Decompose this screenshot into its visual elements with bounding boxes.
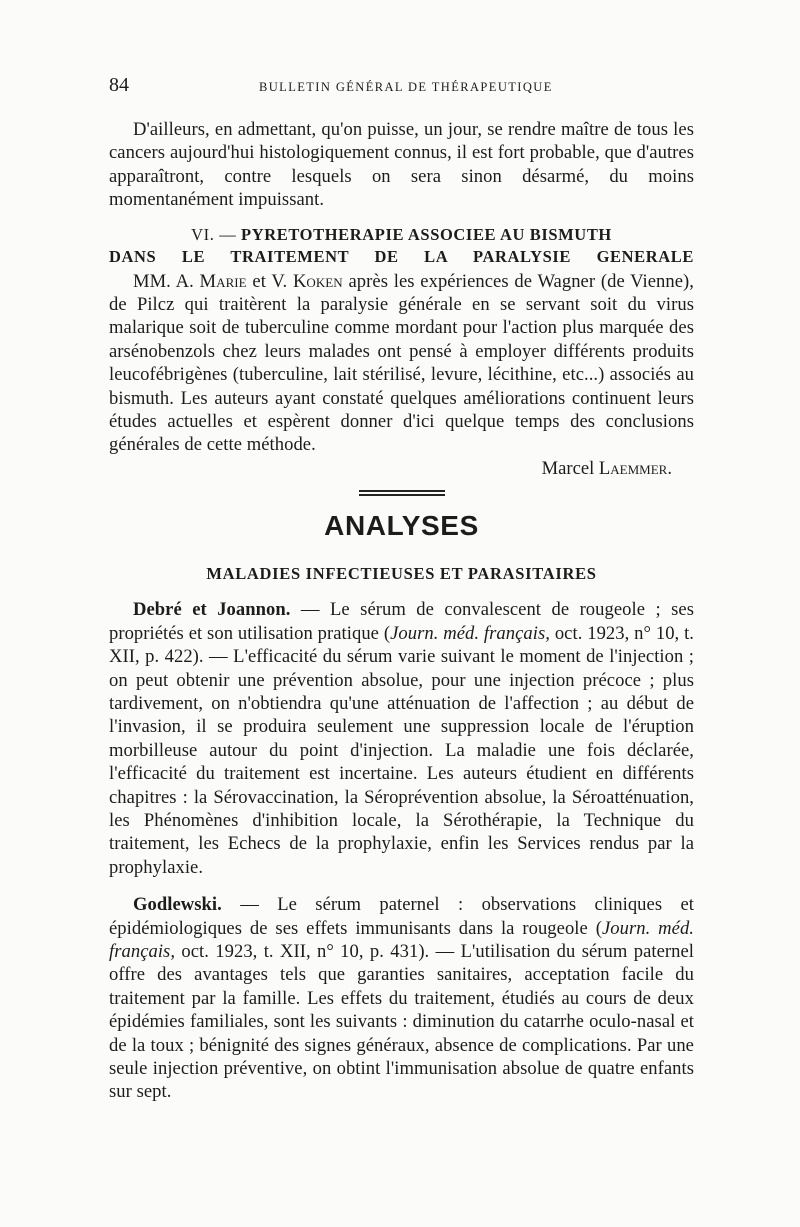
section-title-line1: PYRETOTHERAPIE ASSOCIEE AU BISMUTH	[241, 224, 612, 244]
entry1-text-a: — Le sérum de convalescent de rougeole ; ses propriétés et son utilisation pratique (	[109, 599, 694, 644]
entry1-journal: Journ. méd. français,	[390, 622, 550, 644]
author-koken: Koken	[292, 270, 343, 292]
analyses-heading: ANALYSES	[324, 510, 479, 542]
signature	[109, 457, 694, 480]
entry2-journal: Journ. méd. français,	[109, 917, 694, 962]
running-head	[109, 74, 694, 102]
entry-debre-joannon	[109, 598, 694, 879]
entry2-authors: Godlewski.	[133, 894, 222, 916]
signature-last: Laemmer.	[598, 457, 672, 479]
entry-godlewski	[109, 893, 694, 1104]
section-title-line2: DANS LE TRAITEMENT DE LA PARALYSIE GENERALE	[109, 246, 694, 266]
section-lead: MM. A.	[133, 270, 200, 292]
author-marie: Marie	[199, 270, 247, 292]
signature-first: Marcel	[541, 457, 599, 479]
journal-title: BULLETIN GÉNÉRAL DE THÉRAPEUTIQUE	[259, 80, 553, 94]
section-number: VI. —	[191, 224, 237, 244]
page-number: 84	[109, 74, 129, 96]
intro-paragraph: D'ailleurs, en admettant, qu'on puisse, un jour, se rendre maître de tous les cancers aujourd'hui histologiquement connus, il est fort probable, que d'autres apparaîtront, contre lesquels on sera sinon désarmé, du moins momentanément impuissant.	[109, 119, 694, 211]
section-vi-heading	[109, 224, 694, 268]
section-body: après les expériences de Wagner (de Vienne), de Pilcz qui traitèrent la paralysie générale en se servant soit du virus malarique soit de tuberculine comme mordant pour l'action plus marquée des arsénobenzols chez leurs malades ont pensé à employer différents produits leucofébrigènes (tuberculine, lait stérilisé, levure, lécithine, etc...) associés au bismuth. Les auteurs ayant constaté quelques améliorations continuent leurs études actuelles et espèrent donner d'ici quelque temps des conclusions générales de cette méthode.	[109, 270, 694, 456]
double-rule-divider	[359, 490, 445, 496]
section-and: et V.	[246, 270, 293, 292]
entry2-text-a: — Le sérum paternel : observations cliniques et épidémiologiques de ses effets immunisants dans la rougeole (	[109, 894, 694, 939]
entry1-authors: Debré et Joannon.	[133, 599, 291, 621]
section-vi-paragraph	[109, 270, 694, 457]
entry1-text-b: oct. 1923, n° 10, t. XII, p. 422). — L'efficacité du sérum varie suivant le moment de l'injection ; on peut obtenir une prévention absolue, pour une injection précoce ; plus tardivement, on n'obtiendra qu'une atténuation de l'affection ; au début de l'invasion, il se produira seulement une suppression locale de l'éruption morbilleuse autour du point d'injection. La maladie une fois déclarée, l'efficacité du traitement est incertaine. Les auteurs étudient en différents chapitres : la Sérovaccination, la Séroprévention absolue, la Séroatténuation, les Phénomènes d'inhibition locale, la Sérothérapie, la Technique du traitement, les Echecs de la prophylaxie, enfin les Services rendus par la prophylaxie.	[109, 622, 695, 878]
subsection-heading: MALADIES INFECTIEUSES ET PARASITAIRES	[206, 564, 597, 584]
entry2-text-b: oct. 1923, t. XII, n° 10, p. 431). — L'utilisation du sérum paternel offre des avantages tels que garanties sanitaires, acceptation facile du traitement par la famille. Les effets du traitement, étudiés au cours de deux épidémies familiales, sont les suivants : diminution du catarrhe oculo-nasal et de la toux ; bénignité des signes généraux, absence de complications. Par une seule injection préventive, on obtint l'immunisation absolue de quatre enfants sur sept.	[109, 940, 694, 1103]
